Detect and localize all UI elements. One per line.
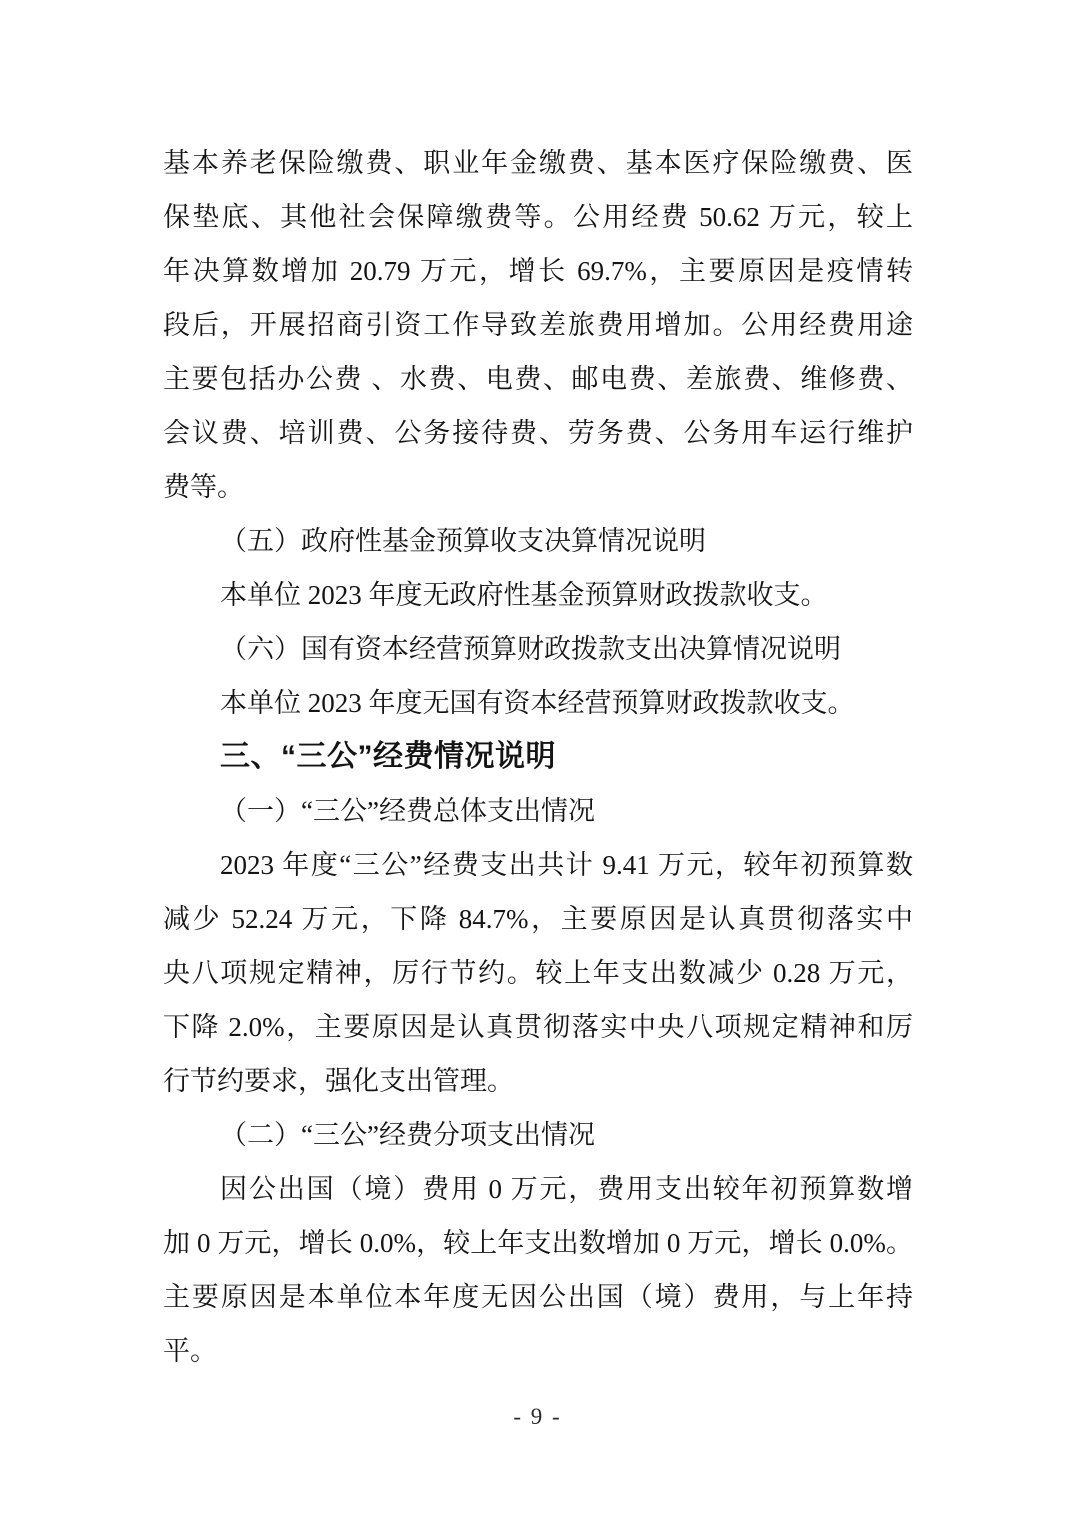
page-number: - 9 - [513,1404,562,1429]
body-text-line: 2023 年度“三公”经费支出共计 9.41 万元，较年初预算数 [220,850,913,880]
body-text-line: 下降 2.0%，主要原因是认真贯彻落实中央八项规定精神和厉 [163,1012,913,1042]
body-text-line: 主要包括办公费 、水费、电费、邮电费、差旅费、维修费、 [163,364,913,394]
body-text-line: 段后，开展招商引资工作导致差旅费用增加。公用经费用途 [163,310,913,340]
document-body [163,136,913,1378]
body-text-line: 本单位 2023 年度无政府性基金预算财政拨款收支。 [220,580,828,610]
subsection-heading-six: （六）国有资本经营预算财政拨款支出决算情况说明 [220,634,841,664]
subsection-heading-five: （五）政府性基金预算收支决算情况说明 [220,526,706,556]
body-text-line: 加 0 万元，增长 0.0%，较上年支出数增加 0 万元，增长 0.0%。 [163,1228,913,1258]
body-text-line: 费等。 [163,472,244,502]
body-text-line: 因公出国（境）费用 0 万元，费用支出较年初预算数增 [220,1174,913,1204]
body-text-line: 会议费、培训费、公务接待费、劳务费、公务用车运行维护 [163,418,913,448]
body-text-line: 行节约要求，强化支出管理。 [163,1066,514,1096]
section-heading-three-public-funds: 三、“三公”经费情况说明 [220,740,556,773]
subsection-heading-two: （二）“三公”经费分项支出情况 [220,1120,595,1150]
body-text-line: 减少 52.24 万元，下降 84.7%，主要原因是认真贯彻落实中 [163,904,913,934]
body-text-line: 央八项规定精神，厉行节约。较上年支出数减少 0.28 万元， [163,958,913,988]
body-text-line: 本单位 2023 年度无国有资本经营预算财政拨款收支。 [220,688,855,718]
body-text-line: 平。 [163,1336,217,1366]
subsection-heading-one: （一）“三公”经费总体支出情况 [220,796,595,826]
body-text-line: 保垫底、其他社会保障缴费等。公用经费 50.62 万元，较上 [163,202,913,232]
body-text-line: 年决算数增加 20.79 万元，增长 69.7%，主要原因是疫情转 [163,256,913,286]
body-text-line: 主要原因是本单位本年度无因公出国（境）费用，与上年持 [163,1282,913,1312]
body-text-line: 基本养老保险缴费、职业年金缴费、基本医疗保险缴费、医 [163,148,913,178]
